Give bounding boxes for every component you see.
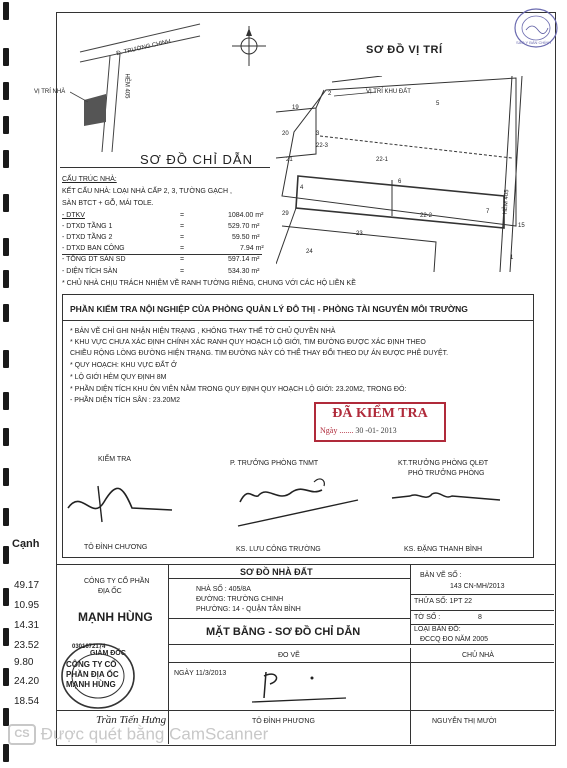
map-type-label: LOẠI BẢN ĐỒ: — [414, 626, 461, 633]
parcel-number: 21 — [286, 157, 293, 163]
inspection-title-rule — [63, 320, 533, 321]
area-label: - DIỆN TÍCH SÀN — [62, 268, 118, 275]
parcel-number: 19 — [292, 105, 299, 111]
structure-line: KẾT CẤU NHÀ: LOẠI NHÀ CẤP 2, 3, TƯỜNG GẠCH , — [62, 188, 232, 195]
surveyor-name: TÔ ĐÌNH PHƯƠNG — [252, 718, 315, 725]
signer-name: KS. LƯU CÔNG TRƯỜNG — [236, 546, 321, 553]
area-eq: = — [180, 212, 185, 219]
north-arrow-icon — [232, 26, 266, 66]
company-line: ĐỊA ỐC — [98, 588, 122, 595]
drawing-number: 143 CN-MH/2013 — [450, 583, 505, 590]
inspection-line: * KHU VỰC CHƯA XÁC ĐỊNH CHÍNH XÁC RANH QUY HOẠCH LỘ GIỚI, TIM ĐƯỜNG ĐƯỢC XÁC ĐỊNH THEO — [70, 339, 426, 346]
signer-name: KS. ĐẶNG THANH BÌNH — [404, 546, 483, 553]
signature-qldt — [388, 484, 508, 514]
left-margin-number: 14.31 — [14, 620, 40, 631]
structure-line: SÀN BTCT + GỖ, MÁI TOLE. — [62, 200, 154, 207]
area-value: 529.70 m² — [228, 223, 260, 230]
tb-vline-2 — [410, 564, 411, 644]
company-line: CÔNG TY CỔ PHẦN — [84, 578, 150, 585]
tb-hline-1 — [168, 578, 410, 579]
owner-name: NGUYỄN THỊ MƯỜI — [432, 718, 497, 725]
house-number: NHÀ SỐ : 405/8A — [196, 586, 251, 593]
parcel-number: 5 — [436, 101, 440, 107]
checked-stamp-title: ĐÃ KIỂM TRA — [332, 406, 428, 421]
left-margin-number: 24.20 — [14, 676, 40, 687]
alley-label: HẺM 405 — [123, 73, 130, 99]
camscanner-text: Được quét bằng CamScanner — [40, 724, 269, 744]
director-signature-name: Trần Tiến Hưng — [96, 714, 167, 726]
parcel-number: 22-2 — [420, 213, 433, 219]
owner-note: * CHỦ NHÀ CHỊU TRÁCH NHIỆM VỀ RANH TƯỜNG RIÊNG, CHUNG VỚI CÁC HỘ LIỀN KỀ — [62, 280, 356, 287]
lot-number: THỬA SỐ: 1PT 22 — [414, 598, 472, 605]
signer-title: P. TRƯỞNG PHÒNG TNMT — [230, 460, 319, 467]
inspection-line: * LỘ GIỚI HẺM QUY ĐỊNH 8M — [70, 374, 167, 381]
area-value: 597.14 m² — [228, 256, 260, 263]
inspection-title: PHẦN KIỂM TRA NỘI NGHIỆP CỦA PHÒNG QUẢN LÝ ĐÔ THỊ - PHÒNG TÀI NGUYÊN MÔI TRƯỜNG — [70, 304, 468, 314]
checked-stamp: ĐÃ KIỂM TRA Ngày ....... 30 -01- 2013 — [314, 402, 446, 442]
guide-plan-title: SƠ ĐỒ CHỈ DẪN — [140, 152, 253, 167]
ward: PHƯỜNG: 14 - QUẬN TÂN BÌNH — [196, 606, 301, 613]
survey-col-header: ĐO VẼ — [278, 652, 300, 659]
parcel-number: 6 — [398, 179, 402, 185]
site-alley-label: HẺM 405 — [502, 189, 511, 215]
company-name: MẠNH HÙNG — [78, 610, 153, 624]
seal-number: 0301672174 — [72, 644, 106, 650]
director-label: GIÁM ĐỐC — [90, 650, 126, 657]
seal-text: CÔNG TY CỔ PHẦN ĐỊA ỐC MẠNH HÙNG — [66, 660, 119, 689]
parcel-number: 22-3 — [316, 143, 329, 149]
parcel-number: 3 — [316, 131, 320, 137]
area-value: 59.50 m² — [232, 234, 260, 241]
site-plan-title: SƠ ĐỒ VỊ TRÍ — [366, 44, 443, 56]
surveyor-signature — [246, 668, 356, 708]
signer-title: KIỂM TRA — [98, 456, 131, 463]
area-label: - DTXD BAN CÔNG — [62, 245, 125, 252]
tb-hline-r2 — [410, 610, 554, 611]
area-eq: = — [180, 234, 185, 241]
parcel-number: 22-1 — [376, 157, 389, 163]
area-eq: = — [180, 223, 185, 230]
signature-tnmt — [234, 474, 364, 534]
checked-stamp-date: 30 -01- 2013 — [355, 426, 397, 435]
sum-line — [62, 254, 262, 255]
parcel-number: 2 — [328, 91, 332, 97]
area-label: - DTXD TẦNG 1 — [62, 223, 113, 230]
map-type: ĐCCQ ĐO NĂM 2005 — [420, 636, 489, 643]
guide-underline — [60, 167, 270, 168]
tb-vline-1 — [168, 564, 169, 744]
street-name: ĐƯỜNG: TRƯỜNG CHINH — [196, 596, 284, 603]
copy-stamp-text: SAO Y BẢN CHÍNH — [516, 40, 552, 45]
owner-col-header: CHỦ NHÀ — [462, 652, 494, 659]
survey-date: NGÀY 11/3/2013 — [174, 670, 227, 677]
area-eq: = — [180, 256, 185, 263]
parcel-number: 15 — [518, 223, 525, 229]
area-value: 1084.00 m² — [228, 212, 264, 219]
sheet-label: TỜ SỐ : — [414, 614, 441, 621]
inspection-line: - PHẦN DIỆN TÍCH SÂN : 23.20M2 — [70, 397, 180, 404]
sheet-number: 8 — [478, 614, 482, 621]
tb-hline-r1 — [410, 594, 554, 595]
area-value: 7.94 m² — [240, 245, 264, 252]
left-margin-number: 18.54 — [14, 696, 40, 707]
parcel-number: 29 — [282, 211, 289, 217]
parcel-number: 7 — [486, 209, 490, 215]
left-margin-number: 23.52 — [14, 640, 40, 651]
structure-heading: CẤU TRÚC NHÀ: — [62, 176, 117, 183]
position-label: VỊ TRÍ NHÀ — [34, 89, 66, 95]
tb-hline-3 — [168, 644, 554, 645]
inspection-line: CHIỀU RỘNG LÒNG ĐƯỜNG HIỆN TRẠNG. TIM ĐƯỜNG NÀY CÓ THỂ THAY ĐỔI THEO DỰ ÁN ĐƯỢC PHÊ DUYỆT. — [70, 350, 449, 357]
tb-hline-2 — [168, 618, 410, 619]
inspection-line: * PHẦN DIỆN TÍCH KHU ÔN VIÊN NẰM TRONG QUY ĐỊNH QUY HOẠCH LỘ GIỚI: 23.20M2, TRONG ĐÓ: — [70, 386, 407, 393]
signer-name: TÔ ĐÌNH CHƯƠNG — [84, 544, 148, 551]
khu-dat-label: VỊ TRÍ KHU ĐẤT — [366, 89, 411, 95]
area-value: 534.30 m² — [228, 268, 260, 275]
site-plan-map — [276, 76, 554, 272]
camscanner-watermark — [8, 724, 548, 746]
inspection-line: * BẢN VẼ CHỈ GHI NHẬN HIỆN TRẠNG , KHÔNG THAY THẾ TỜ CHỦ QUYỀN NHÀ — [70, 328, 336, 335]
area-eq: = — [180, 245, 185, 252]
left-margin-number: 10.95 — [14, 600, 40, 611]
parcel-number: 4 — [300, 185, 304, 191]
plan-title: MẶT BẰNG - SƠ ĐỒ CHỈ DẪN — [206, 626, 361, 638]
area-label: - DTXD TẦNG 2 — [62, 234, 113, 241]
drawing-number-label: BẢN VẼ SỐ : — [420, 572, 462, 579]
parcel-number: 20 — [282, 131, 289, 137]
tb-hline-r3 — [410, 624, 554, 625]
left-margin-number: 49.17 — [14, 580, 40, 591]
area-label: - DTKV — [62, 212, 85, 219]
area-eq: = — [180, 268, 185, 275]
drawing-title: SƠ ĐỒ NHÀ ĐẤT — [240, 567, 313, 577]
checked-stamp-date-label: Ngày — [320, 426, 338, 435]
inspection-line: * QUY HOẠCH: KHU VỰC ĐẤT Ở — [70, 362, 178, 369]
parcel-number: 23 — [356, 231, 363, 237]
signer-subtitle: PHÓ TRƯỞNG PHÒNG — [408, 470, 485, 477]
street-label: Đ. TRƯỜNG CHINH — [116, 38, 172, 58]
signer-title: KT.TRƯỞNG PHÒNG QLĐT — [398, 460, 489, 467]
parcel-number: 24 — [306, 249, 313, 255]
left-margin-number: 9.80 — [14, 657, 34, 668]
area-label: - TỔNG DT SÀN SD — [62, 256, 126, 263]
camscanner-logo-icon: CS — [8, 724, 36, 745]
left-margin-header: Cạnh — [12, 538, 40, 550]
parcel-number: 1 — [510, 255, 514, 261]
tb-hline-4 — [168, 662, 554, 663]
signature-kiem-tra — [62, 478, 182, 526]
